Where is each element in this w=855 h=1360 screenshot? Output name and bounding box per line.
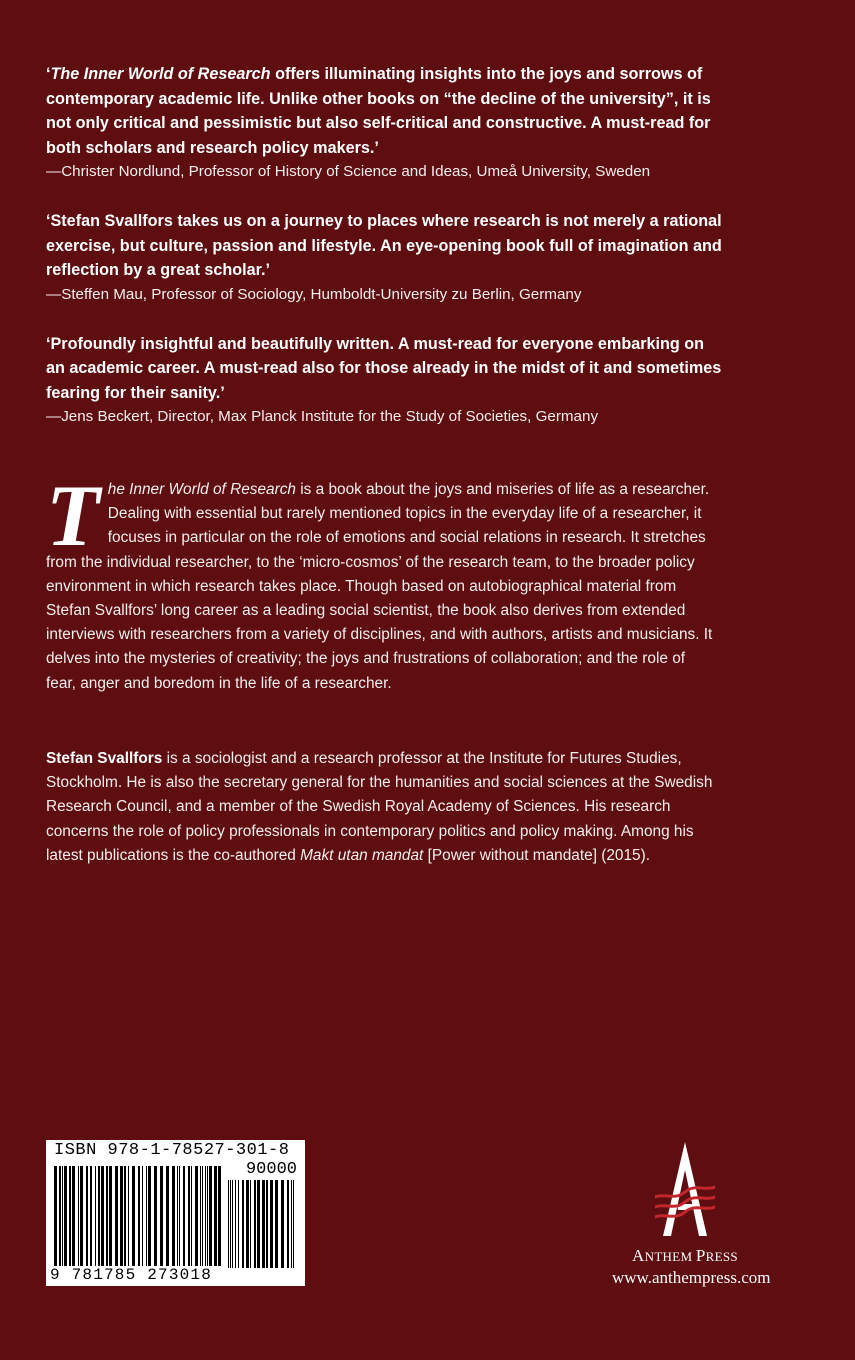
barcode-addon-bars: [226, 1180, 298, 1270]
barcode-bar: [270, 1180, 273, 1268]
barcode-bar: [191, 1166, 192, 1266]
endorsement-3: [46, 332, 726, 430]
publisher-url: www.anthempress.com: [612, 1268, 771, 1287]
barcode-bar: [238, 1180, 239, 1268]
barcode-bar: [230, 1180, 231, 1268]
author-bio: [46, 747, 718, 868]
barcode-bar: [254, 1180, 256, 1268]
barcode-bar: [128, 1166, 129, 1266]
endorsement-3-text: ‘Profoundly insightful and beautifully written. A must-read for everyone embarking on an academic career. A must-read also for those already in the midst of it and sometimes fearing for their sanity.’: [46, 334, 722, 402]
barcode-bar: [195, 1166, 198, 1266]
isbn-barcode: [46, 1140, 305, 1286]
endorsement-3-attribution: —Jens Beckert, Director, Max Planck Institute for the Study of Societies, Germany: [46, 408, 599, 425]
barcode-bar: [257, 1180, 260, 1268]
endorsement-1-body: offers illuminating insights into the joys and sorrows of contemporary academic life. Unlike other books on “the decline of the university”, it is not only critical and pessimistic but also self-critical and constructive. A must-read for both scholars and research policy makers.’: [46, 65, 711, 157]
barcode-bar: [207, 1166, 208, 1266]
barcode-bar: [250, 1180, 251, 1268]
barcode-bar: [275, 1180, 278, 1268]
bio-text: is a sociologist and a research professor at the Institute for Futures Studies, Stockholm. He is also the secretary general for the humanities and social sciences at the Swedish Research Council, and a member of the Swedish Royal Academy of Sciences. His research concerns the role of policy professionals in contemporary politics and policy making. Among his latest publications is the co-authored: [46, 750, 713, 864]
barcode-bar: [235, 1180, 236, 1268]
barcode-bar: [242, 1180, 244, 1268]
barcode-bar: [78, 1166, 79, 1266]
publisher-name-nthem: NTHEM: [644, 1249, 696, 1264]
barcode-bar: [138, 1166, 140, 1266]
barcode-bar: [246, 1180, 249, 1268]
barcode-bar: [293, 1180, 294, 1268]
endorsement-1-attribution: —Christer Nordlund, Professor of History of Science and Ideas, Umeå University, Sweden: [46, 163, 651, 180]
barcode-bar: [202, 1166, 203, 1266]
barcode-bar: [287, 1180, 289, 1268]
endorsement-1: [46, 62, 726, 184]
barcode-bar: [218, 1166, 221, 1266]
anthem-press-logo-icon: [655, 1140, 715, 1240]
endorsement-1-text: [46, 62, 726, 160]
barcode-bar: [166, 1166, 169, 1266]
price-code: 90000: [245, 1160, 297, 1179]
barcode-bar: [177, 1166, 178, 1266]
endorsement-2: [46, 209, 726, 307]
barcode-bar: [205, 1166, 206, 1266]
barcode-bar: [132, 1166, 135, 1266]
barcode-bar: [200, 1166, 201, 1266]
endorsement-2-attribution: —Steffen Mau, Professor of Sociology, Humboldt-University zu Berlin, Germany: [46, 285, 582, 303]
barcode-bar: [228, 1180, 229, 1268]
barcode-bar: [54, 1166, 57, 1266]
description-title: he Inner World of Research: [107, 481, 296, 498]
barcode-bar: [142, 1166, 143, 1266]
endorsement-2-text: ‘Stefan Svallfors takes us on a journey to places where research is not merely a rational exercise, but culture, passion and lifestyle. An eye-opening book full of imagination and reflection by a great scholar.’: [46, 212, 722, 279]
open-quote-mark: ‘: [46, 65, 51, 83]
barcode-bar: [101, 1166, 104, 1266]
book-title: The Inner World of Research: [50, 65, 271, 83]
barcode-bar: [109, 1166, 112, 1266]
book-description: [46, 468, 718, 696]
barcode-bar: [124, 1166, 126, 1266]
barcode-bar: [146, 1166, 147, 1266]
barcode-bar: [80, 1166, 83, 1266]
publisher-block: [600, 1140, 820, 1290]
barcode-bar: [59, 1166, 61, 1266]
barcode-bar: [115, 1166, 118, 1266]
drop-cap: T: [46, 468, 100, 565]
barcode-bar: [120, 1166, 123, 1266]
barcode-bar: [106, 1166, 108, 1266]
barcode-bar: [232, 1180, 233, 1268]
barcode-bar: [291, 1180, 292, 1268]
barcode-bar: [90, 1166, 92, 1266]
barcode-bar: [188, 1166, 190, 1266]
endorsements: [46, 62, 726, 454]
barcode-bar: [214, 1166, 217, 1266]
barcode-bar: [183, 1166, 185, 1266]
description-body: is a book about the joys and miseries of life as a researcher. Dealing with essential but rarely mentioned topics in the everyday life of a researcher, it focuses in particular on the role of emotions and social relations in research. It stretches from the individual researcher, to the ‘micro-cosmos’ of the research team, to the broader policy environment in which research takes place. Though based on autobiographical material from Stefan Svallfors’ long career as a leading social scientist, the book also derives from extended interviews with researchers from a variety of disciplines, and with authors, artists and musicians. It delves into the mysteries of creativity; the joys and frustrations of collaboration; and the role of fear, anger and boredom in the life of a researcher.: [46, 481, 713, 692]
barcode-bar: [72, 1166, 75, 1266]
publisher-name-p: P: [695, 1246, 706, 1265]
publisher-name-a: A: [632, 1246, 645, 1265]
barcode-bar: [64, 1166, 67, 1266]
isbn-digits: 9 781785 273018: [50, 1266, 213, 1284]
publisher-name-ress: RESS: [705, 1249, 738, 1264]
barcode-bar: [69, 1166, 71, 1266]
barcode-main-bars: [52, 1166, 222, 1272]
barcode-bar: [266, 1180, 268, 1268]
publisher-name: [600, 1246, 770, 1266]
barcode-bar: [148, 1166, 151, 1266]
bio-text-end: [Power without mandate] (2015).: [423, 846, 651, 864]
barcode-bar: [262, 1180, 265, 1268]
isbn-label: ISBN 978-1-78527-301-8: [54, 1141, 290, 1160]
barcode-bar: [154, 1166, 157, 1266]
barcode-bar: [98, 1166, 100, 1266]
barcode-bar: [179, 1166, 180, 1266]
barcode-bar: [160, 1166, 163, 1266]
bio-publication-title: Makt utan mandat: [300, 846, 424, 864]
author-name: Stefan Svallfors: [46, 750, 163, 767]
barcode-bar: [62, 1166, 63, 1266]
barcode-bar: [209, 1166, 212, 1266]
barcode-bar: [86, 1166, 88, 1266]
barcode-bar: [95, 1166, 96, 1266]
barcode-bar: [172, 1166, 175, 1266]
barcode-bar: [281, 1180, 284, 1268]
